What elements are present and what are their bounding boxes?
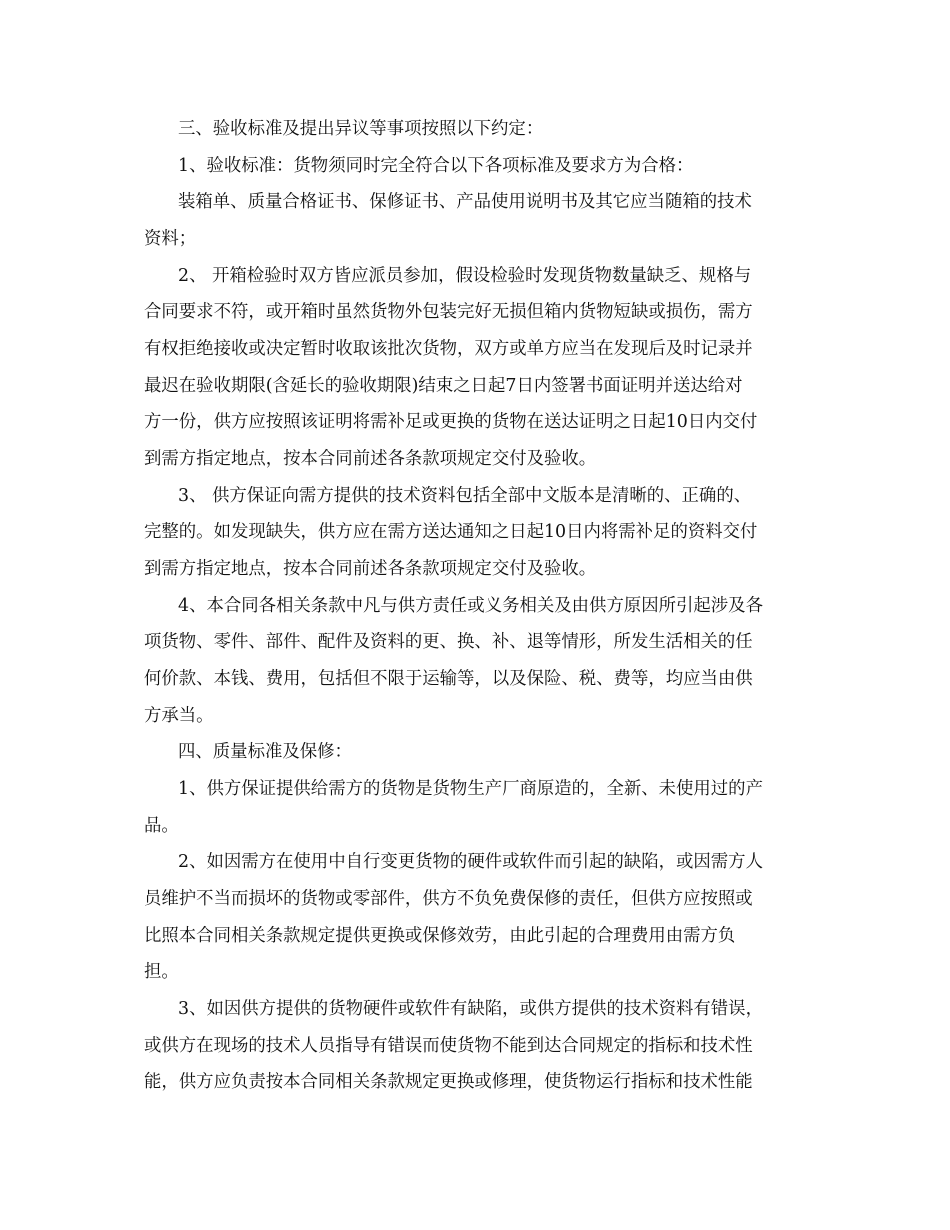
paragraph-line: 员维护不当而损坏的货物或零部件，供方不负免费保修的责任，但供方应按照或 (144, 889, 753, 909)
paragraph-line: 项货物、零件、部件、配件及资料的更、换、补、退等情形，所发生活相关的任 (144, 632, 753, 652)
paragraph-line: 2、如因需方在使用中自行变更货物的硬件或软件而引起的缺陷，或因需方人 (178, 852, 763, 872)
paragraph-line: 有权拒绝接收或决定暂时收取该批次货物，双方或单方应当在发现后及时记录并 (144, 339, 753, 359)
paragraph-line: 比照本合同相关条款规定提供更换或保修效劳，由此引起的合理费用由需方负 (144, 926, 736, 946)
section-heading-3: 三、验收标准及提出异议等事项按照以下约定： (178, 119, 544, 139)
paragraph-line: 最迟在验收期限(含延长的验收期限)结束之日起7日内签署书面证明并送达给对 (144, 376, 743, 396)
paragraph-line: 3、如因供方提供的货物硬件或软件有缺陷，或供方提供的技术资料有错误， (178, 999, 763, 1019)
paragraph-line: 品。 (144, 816, 179, 836)
paragraph-line: 装箱单、质量合格证书、保修证书、产品使用说明书及其它应当随箱的技术 (178, 192, 752, 212)
paragraph-line: 到需方指定地点，按本合同前述各条款项规定交付及验收。 (144, 559, 597, 579)
paragraph-line: 合同要求不符，或开箱时虽然货物外包装完好无损但箱内货物短缺或损伤，需方 (144, 302, 753, 322)
paragraph-line: 能，供方应负责按本合同相关条款规定更换或修理，使货物运行指标和技术性能 (144, 1072, 753, 1092)
paragraph-line: 4、本合同各相关条款中凡与供方责任或义务相关及由供方原因所引起涉及各 (178, 596, 763, 616)
paragraph-line: 担。 (144, 962, 179, 982)
paragraph-line: 或供方在现场的技术人员指导有错误而使货物不能到达合同规定的指标和技术性 (144, 1036, 753, 1056)
section-heading-4: 四、质量标准及保修： (178, 742, 352, 762)
paragraph-line: 1、供方保证提供给需方的货物是货物生产厂商原造的，全新、未使用过的产 (178, 779, 763, 799)
paragraph-line: 资料； (144, 229, 197, 249)
paragraph-line: 方一份，供方应按照该证明将需补足或更换的货物在送达证明之日起10日内交付 (144, 412, 758, 432)
paragraph-line: 1、验收标准：货物须同时完全符合以下各项标准及要求方为合格： (178, 156, 694, 176)
paragraph-line: 到需方指定地点，按本合同前述各条款项规定交付及验收。 (144, 449, 597, 469)
paragraph-line: 3、 供方保证向需方提供的技术资料包括全部中文版本是清晰的、正确的、 (178, 486, 752, 506)
paragraph-line: 完整的。如发现缺失，供方应在需方送达通知之日起10日内将需补足的资料交付 (144, 522, 758, 542)
paragraph-line: 何价款、本钱、费用，包括但不限于运输等，以及保险、税、费等，均应当由供 (144, 669, 753, 689)
paragraph-line: 2、 开箱检验时双方皆应派员参加，假设检验时发现货物数量缺乏、规格与 (178, 266, 752, 286)
paragraph-line: 方承当。 (144, 706, 214, 726)
